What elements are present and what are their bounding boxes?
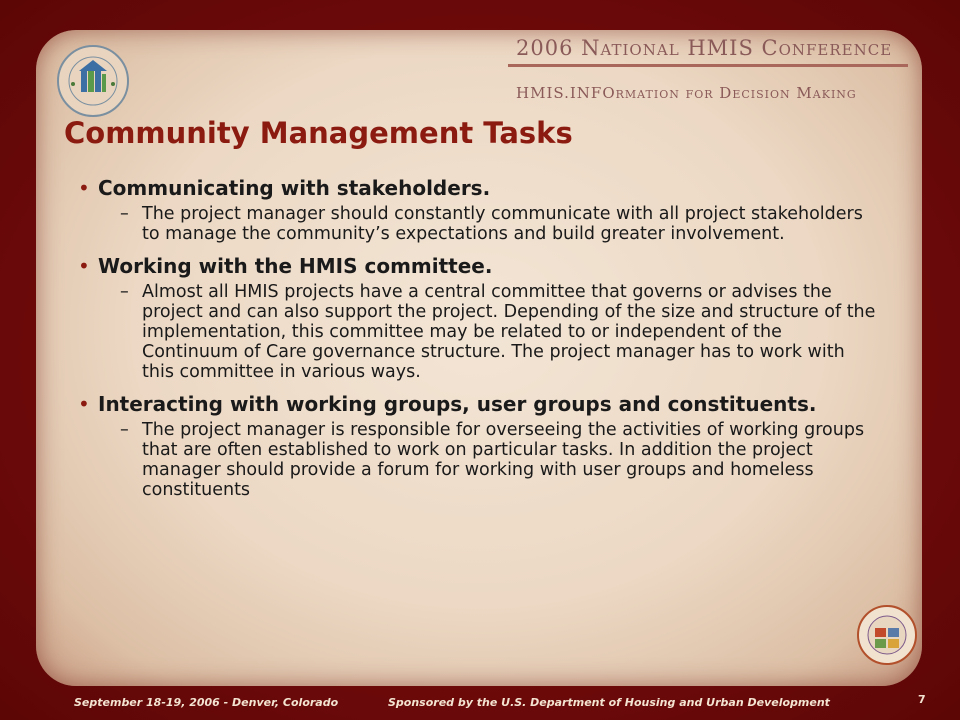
bullet-item [78,392,888,416]
sub-bullet-item [120,420,888,500]
sub-bullet-text: The project manager should constantly communicate with all project stakeholders to manage the community’s expectations and build greater involvement. [142,204,863,244]
conference-subtitle: HMIS.INFOrmation for Decision Making [516,84,857,102]
header-divider [508,64,908,67]
conference-title: 2006 National HMIS Conference [516,36,893,60]
sub-bullet-text: The project manager is responsible for overseeing the activities of working groups that are often established to work on particular tasks. In addition the project manager should provide a forum for working with user groups and homeless constituents [142,420,865,500]
slide-content [78,170,888,500]
bullet-marker: • [78,176,90,200]
bullet-item [78,176,888,200]
sub-bullet-text: Almost all HMIS projects have a central committee that governs or advises the project and can also support the project. Depending of the size and structure of the implementation, this committee may be related to or independent of the Continuum of Care governance structure. The project manager has to work with this committee in various ways. [142,282,876,382]
sub-bullet-marker: – [120,420,129,440]
bullet-marker: • [78,254,90,278]
sub-bullet-item [120,204,888,244]
footer-event-info: September 18-19, 2006 - Denver, Colorado [74,696,339,709]
footer-sponsor: Sponsored by the U.S. Department of Housing and Urban Development [388,696,830,709]
bullet-heading: Interacting with working groups, user groups and constituents. [98,392,817,416]
sub-bullet-marker: – [120,282,129,302]
bullet-marker: • [78,392,90,416]
sub-bullet-marker: – [120,204,129,224]
bullet-item [78,254,888,278]
page-number: 7 [918,693,926,706]
conference-badge-icon [856,604,918,666]
hud-seal-icon [56,44,130,118]
bullet-heading: Communicating with stakeholders. [98,176,491,200]
sub-bullet-item [120,282,888,382]
slide-title: Community Management Tasks [64,116,573,150]
bullet-heading: Working with the HMIS committee. [98,254,493,278]
